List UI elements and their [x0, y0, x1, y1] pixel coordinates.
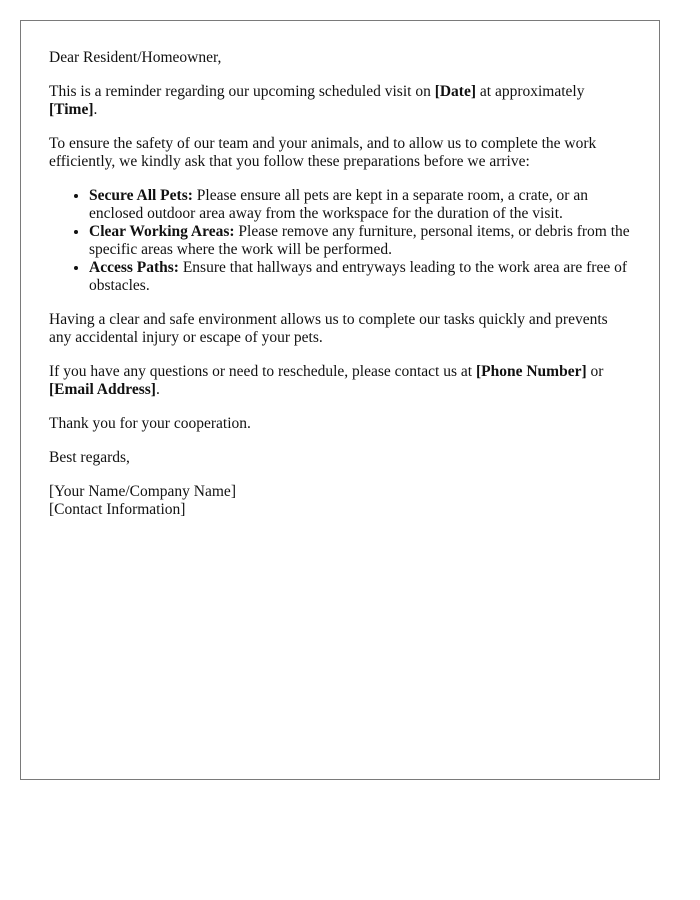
safety-paragraph: Having a clear and safe environment allows us to complete our tasks quickly and prevents any accidental injury or escape of your pets. [49, 311, 608, 346]
list-item-title: Clear Working Areas: [89, 223, 235, 240]
list-item-text: Ensure that hallways and entryways leading to the work area are free of obstacles. [89, 259, 627, 294]
preparation-intro: To ensure the safety of our team and your animals, and to allow us to complete the work efficiently, we kindly ask that you follow these preparations before we arrive: [49, 135, 597, 170]
letter-page [20, 20, 660, 780]
contact-text-mid: or [586, 363, 604, 380]
list-item [89, 187, 631, 223]
thanks-line: Thank you for your cooperation. [49, 415, 251, 432]
contact-text: If you have any questions or need to reschedule, please contact us at [49, 363, 476, 380]
preparation-list [49, 187, 631, 295]
list-item-text: Please remove any furniture, personal items, or debris from the specific areas where the work will be performed. [89, 223, 630, 258]
contact-paragraph [49, 363, 631, 399]
list-item-title: Secure All Pets: [89, 187, 193, 204]
list-item-text: Please ensure all pets are kept in a separate room, a crate, or an enclosed outdoor area away from the workspace for the duration of the visit. [89, 187, 588, 222]
signature-block [49, 483, 631, 519]
visit-reminder-text-mid: at approximately [476, 83, 585, 100]
date-placeholder: [Date] [434, 83, 477, 100]
signature-name: [Your Name/Company Name] [49, 483, 236, 500]
signature-contact: [Contact Information] [49, 501, 186, 518]
visit-reminder-paragraph [49, 83, 631, 119]
closing-line: Best regards, [49, 449, 130, 466]
visit-reminder-text: This is a reminder regarding our upcoming scheduled visit on [49, 83, 435, 100]
list-item [89, 259, 631, 295]
time-placeholder: [Time] [49, 101, 94, 118]
visit-reminder-text-end: . [93, 101, 98, 118]
list-item [89, 223, 631, 259]
contact-text-end: . [155, 381, 160, 398]
list-item-title: Access Paths: [89, 259, 179, 276]
email-placeholder: [Email Address] [49, 381, 156, 398]
phone-placeholder: [Phone Number] [475, 363, 587, 380]
salutation: Dear Resident/Homeowner, [49, 49, 222, 66]
